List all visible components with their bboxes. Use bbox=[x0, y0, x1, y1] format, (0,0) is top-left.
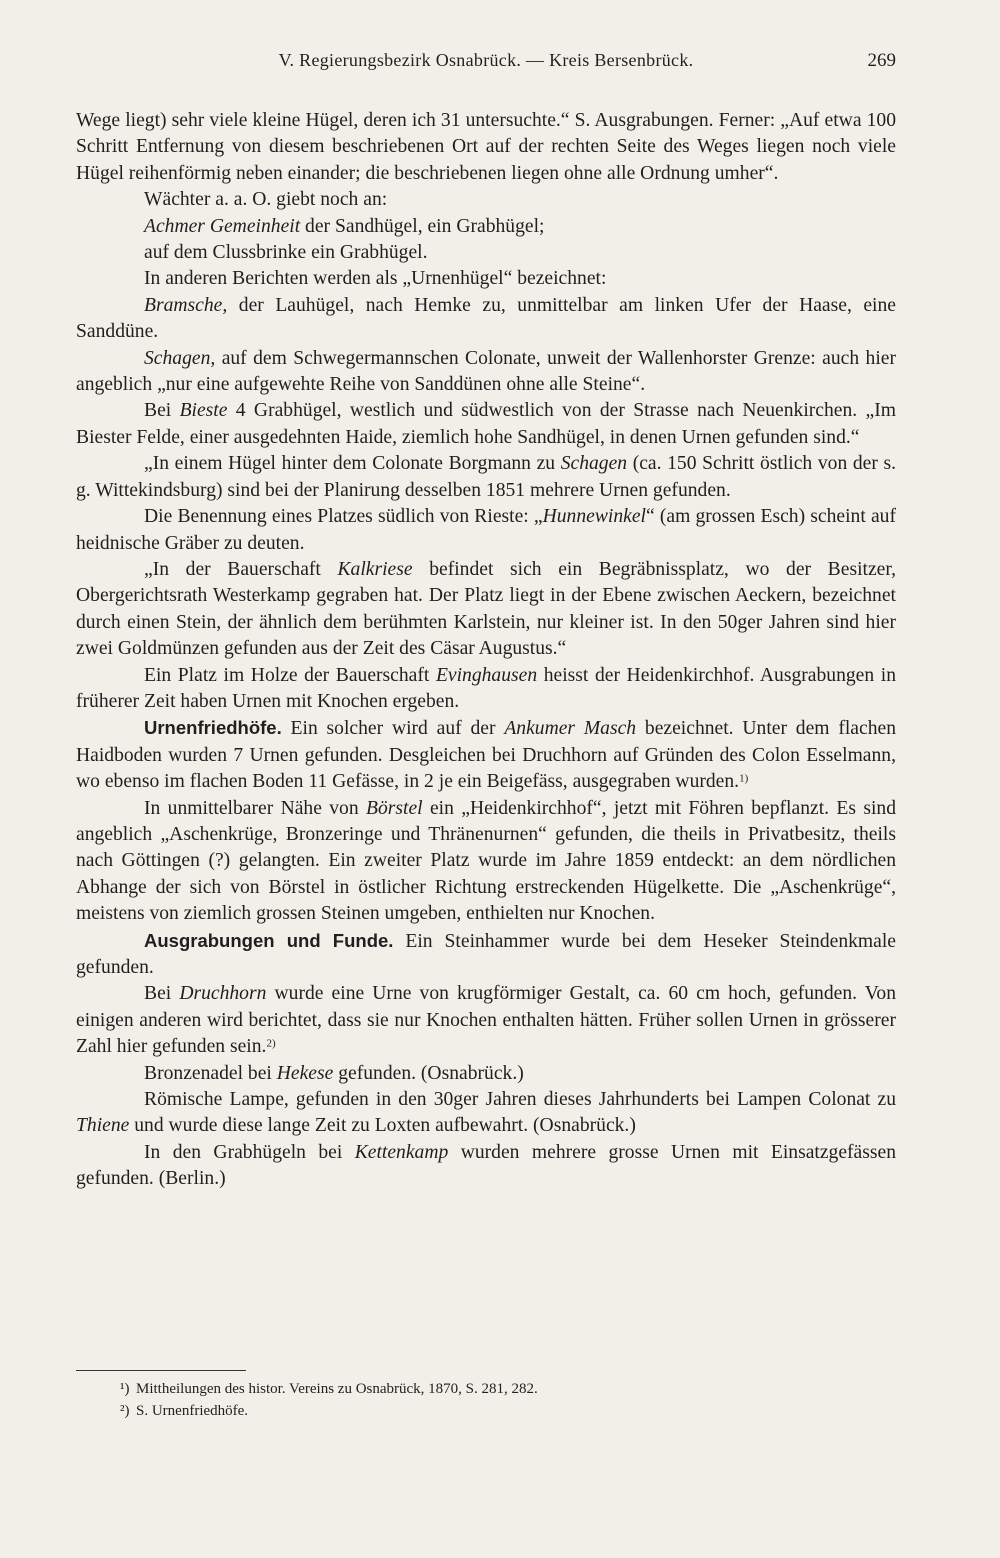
place-name: Achmer Gemeinheit bbox=[144, 215, 301, 237]
text-run: Ein Steinhammer wurde bei dem Heseker Steindenkmale gefunden. bbox=[76, 930, 896, 978]
place-name: Druchhorn bbox=[179, 983, 267, 1005]
page-number: 269 bbox=[867, 50, 896, 71]
text-run: Ein solcher wird auf der bbox=[281, 718, 505, 740]
place-name: Hekese bbox=[276, 1062, 334, 1084]
section-heading: Ausgrabungen und Funde. bbox=[144, 929, 394, 951]
text-run: auf dem Clussbrinke ein Grabhügel. bbox=[144, 242, 428, 264]
paragraph bbox=[76, 715, 896, 795]
text-run: (ca. 150 Schritt östlich von der s. g. Wittekindsburg) sind bei der Planirung desselben 1851 mehrere Urnen gefunden. bbox=[76, 453, 896, 501]
place-name: Bramsche, bbox=[144, 294, 228, 316]
text-run: und wurde diese lange Zeit zu Loxten aufbewahrt. (Osnabrück.) bbox=[129, 1115, 636, 1137]
text-run: der Lauhügel, nach Hemke zu, unmittelbar am linken Ufer der Haase, eine Sanddüne. bbox=[76, 294, 896, 343]
paragraph bbox=[76, 266, 896, 292]
footnote-ref: 2) bbox=[266, 1037, 276, 1050]
place-name: Kalkriese bbox=[337, 558, 413, 580]
text-run: Römische Lampe, gefunden in den 30ger Jahren dieses Jahrhunderts bei Lampen Colonat zu bbox=[144, 1089, 896, 1111]
paragraph bbox=[76, 981, 896, 1060]
footnote-text: S. Urnenfriedhöfe. bbox=[136, 1403, 249, 1419]
text-run: Wege liegt) sehr viele kleine Hügel, deren ich 31 untersuchte.“ S. Ausgrabungen. Ferner: „Auf etwa 100 Schritt Entfernung von diesem beschriebenen Ort auf der rechten Seite des Weges liegen noch viele Hügel reihenförmig neben einander; die beschriebenen liegen ohne alle Ordnung umher“. bbox=[76, 110, 896, 184]
paragraph bbox=[76, 928, 896, 982]
paragraph bbox=[76, 1061, 896, 1087]
paragraph bbox=[76, 557, 896, 663]
text-run: “ (am grossen Esch) scheint auf heidnische Gräber zu deuten. bbox=[76, 506, 896, 554]
footnotes bbox=[120, 1378, 820, 1422]
place-name: Börstel bbox=[366, 797, 423, 819]
text-run: der Sandhügel, ein Grabhügel; bbox=[300, 215, 545, 237]
place-name: Evinghausen bbox=[435, 664, 538, 686]
text-run: wurden mehrere grosse Urnen mit Einsatzgefässen gefunden. (Berlin.) bbox=[76, 1141, 897, 1190]
place-name: Schagen bbox=[560, 453, 628, 475]
text-run: 4 Grabhügel, westlich und südwestlich von der Strasse nach Neuenkirchen. „Im Biester Felde, einer ausgedehnten Haide, ziemlich hohe Sandhügel, in denen Urnen gefunden sind.“ bbox=[76, 400, 897, 448]
text-run: In den Grabhügeln bei bbox=[144, 1141, 355, 1163]
text-run: Wächter a. a. O. giebt noch an: bbox=[144, 189, 388, 211]
text-run: bezeichnet. Unter dem flachen Haidboden wurden 7 Urnen gefunden. Desgleichen bei Druchhorn auf Gründen des Colon Esselmann, wo ebenso im flachen Boden 11 Gefässe, in 2 je ein Beigefäss, ausgegraben wurden. bbox=[76, 718, 896, 793]
place-name: Schagen, bbox=[144, 347, 216, 369]
text-run: In anderen Berichten werden als „Urnenhügel“ bezeichnet: bbox=[144, 268, 607, 290]
text-run: heisst der Heidenkirchhof. Ausgrabungen in früherer Zeit haben Urnen mit Knochen ergeben. bbox=[76, 664, 896, 712]
running-head bbox=[76, 50, 896, 76]
text-run: Bei bbox=[144, 400, 180, 422]
place-name: Kettenkamp bbox=[354, 1141, 449, 1163]
paragraph bbox=[76, 398, 896, 451]
footnote bbox=[120, 1378, 820, 1400]
place-name: Hunnewinkel bbox=[542, 506, 646, 528]
text-run: wurde eine Urne von krugförmiger Gestalt, ca. 60 cm hoch, gefunden. Von einigen anderen wird berichtet, dass sie nur Knochen enthalten hätten. Früher sollen Urnen in grösserer Zahl hier gefunden sein. bbox=[76, 983, 897, 1058]
text-run: Die Benennung eines Platzes südlich von Rieste: „ bbox=[144, 506, 543, 528]
text-run: Ein Platz im Holze der Bauerschaft bbox=[144, 664, 436, 686]
place-name: Bieste bbox=[179, 400, 228, 422]
text-run: Bei bbox=[144, 983, 180, 1005]
paragraph bbox=[76, 214, 896, 240]
paragraph bbox=[76, 504, 896, 557]
paragraph bbox=[76, 663, 896, 716]
footnote-ref: 1) bbox=[739, 772, 749, 785]
paragraph bbox=[76, 293, 896, 346]
place-name: Ankumer Masch bbox=[504, 718, 637, 740]
paragraph bbox=[76, 1087, 896, 1140]
text-run: In unmittelbarer Nähe von bbox=[144, 797, 366, 819]
footnote-text: Mittheilungen des histor. Vereins zu Osnabrück, 1870, S. 281, 282. bbox=[136, 1381, 538, 1397]
paragraph bbox=[76, 1140, 896, 1193]
footnote-mark: ²) bbox=[120, 1403, 130, 1419]
text-run: gefunden. (Osnabrück.) bbox=[333, 1062, 524, 1084]
paragraph bbox=[76, 346, 896, 399]
paragraph bbox=[76, 187, 896, 213]
section-heading: Urnenfriedhöfe. bbox=[144, 717, 282, 739]
paragraph bbox=[76, 240, 896, 266]
text-run: Bronzenadel bei bbox=[144, 1062, 277, 1084]
footnote-mark: ¹) bbox=[120, 1381, 130, 1397]
text-run: „In der Bauerschaft bbox=[144, 558, 338, 580]
text-run: „In einem Hügel hinter dem Colonate Borgmann zu bbox=[144, 453, 561, 475]
text-run: auf dem Schwegermannschen Colonate, unweit der Wallenhorster Grenze: auch hier angeblich „nur eine aufgewehte Reihe von Sanddünen ohne alle Steine“. bbox=[76, 347, 896, 396]
paragraph bbox=[76, 451, 896, 504]
place-name: Thiene bbox=[76, 1115, 130, 1137]
footnote-rule bbox=[76, 1370, 246, 1371]
text-run: befindet sich ein Begräbnissplatz, wo der Besitzer, Obergerichtsrath Westerkamp gegraben hat. Der Platz liegt in der Ebene zwischen Aeckern, bezeichnet durch einen Stein, der ähnlich dem berühmten Karlstein, nur kleiner ist. In den 50ger Jahren sind hier zwei Goldmünzen gefunden aus der Zeit des Cäsar Augustus.“ bbox=[76, 558, 896, 660]
body-text bbox=[76, 108, 896, 1193]
paragraph bbox=[76, 796, 896, 928]
footnote bbox=[120, 1400, 820, 1422]
paragraph bbox=[76, 108, 896, 187]
text-run: ein „Heidenkirchhof“, jetzt mit Föhren bepflanzt. Es sind angeblich „Aschenkrüge, Bronzeringe und Thränenurnen“ gefunden, die theils in Privatbesitz, theils nach Göttingen (?) gelangten. Ein zweiter Platz wurde im Jahre 1859 entdeckt: an dem nördlichen Abhange der sich von Börstel in östlicher Richtung erstreckenden Hügelkette. Die „Aschenkrüge“, meistens von ziemlich grossen Steinen umgeben, enthielten nur Knochen. bbox=[76, 797, 896, 925]
running-head-title: V. Regierungsbezirk Osnabrück. — Kreis Bersenbrück. bbox=[278, 50, 694, 70]
